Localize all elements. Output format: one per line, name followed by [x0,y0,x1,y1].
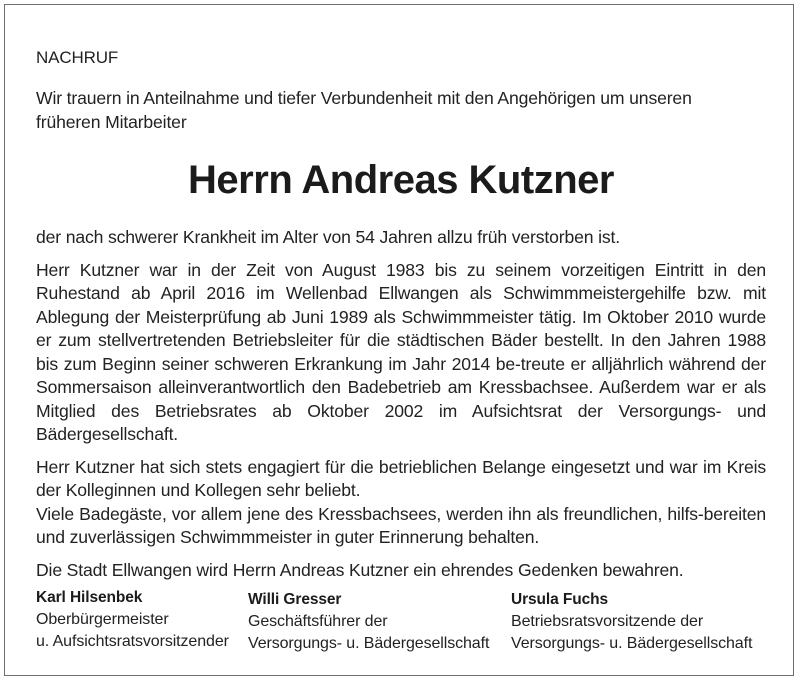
signer-name: Ursula Fuchs [511,591,608,608]
intro-line-1: Wir trauern in Anteilnahme und tiefer Verbundenheit mit den Angehörigen um unseren [36,88,692,108]
signer-works-council [511,589,752,655]
signer-role-line-1: Geschäftsführer der [248,613,388,630]
paragraph-age: der nach schwerer Krankheit im Alter von 54 Jahren allzu früh verstorben ist. [36,227,620,247]
signer-name: Willi Gresser [248,591,342,608]
signer-role-line-2: Versorgungs- u. Bädergesellschaft [511,635,753,652]
paragraph-remembrance: Die Stadt Ellwangen wird Herrn Andreas Kutzner ein ehrendes Gedenken bewahren. [36,559,684,580]
paragraph-career: Herr Kutzner war in der Zeit von August 1983 bis zu seinem vorzeitigen Eintritt in den Ruhestand ab April 2016 im Wellenbad Ellwangen als Schwimmmeistergehilfe bzw. mit Ablegung der Meisterprüfung ab Juni 1989 als Schwimmmeister tätig. Im Oktober 2010 wurde er zum stellvertretenden Betriebsleiter für die städtischen Bäder bestellt. In den Jahren 1988 bis zum Beginn seiner schweren Erkrankung im Jahr 2014 be-treute er alljährlich während der Sommersaison alleinverantwortlich den Badebetrieb am Kressbachsee. Außerdem war er als Mitglied des Betriebsrates ab Oktober 2002 im Aufsichtsrat der Versorgungs- und Bädergesellschaft. [36,259,766,444]
obituary-content [36,46,766,582]
notice-heading: NACHRUF [36,48,119,67]
deceased-name: Herrn Andreas Kutzner [188,158,614,202]
signer-managing-director [248,589,489,655]
signer-role-line-1: Oberbürgermeister [36,611,169,628]
signer-role-line-1: Betriebsratsvorsitzende der [511,613,704,630]
signer-role-line-2: Versorgungs- u. Bädergesellschaft [248,635,490,652]
intro-line-2: früheren Mitarbeiter [36,111,187,132]
paragraph-engagement: Herr Kutzner hat sich stets engagiert für die betrieblichen Belange eingesetzt und war im Kreis der Kolleginnen und Kollegen sehr beliebt. [36,456,766,500]
intro-text [36,87,766,134]
signer-mayor [36,587,229,653]
signer-name: Karl Hilsenbek [36,589,143,606]
signer-role-line-2: u. Aufsichtsratsvorsitzender [36,633,229,650]
paragraph-guests: Viele Badegäste, vor allem jene des Kressbachsees, werden ihn als freundlichen, hilfs-bereiten und zuverlässigen Schwimmmeister in guter Erinnerung behalten. [36,503,766,547]
